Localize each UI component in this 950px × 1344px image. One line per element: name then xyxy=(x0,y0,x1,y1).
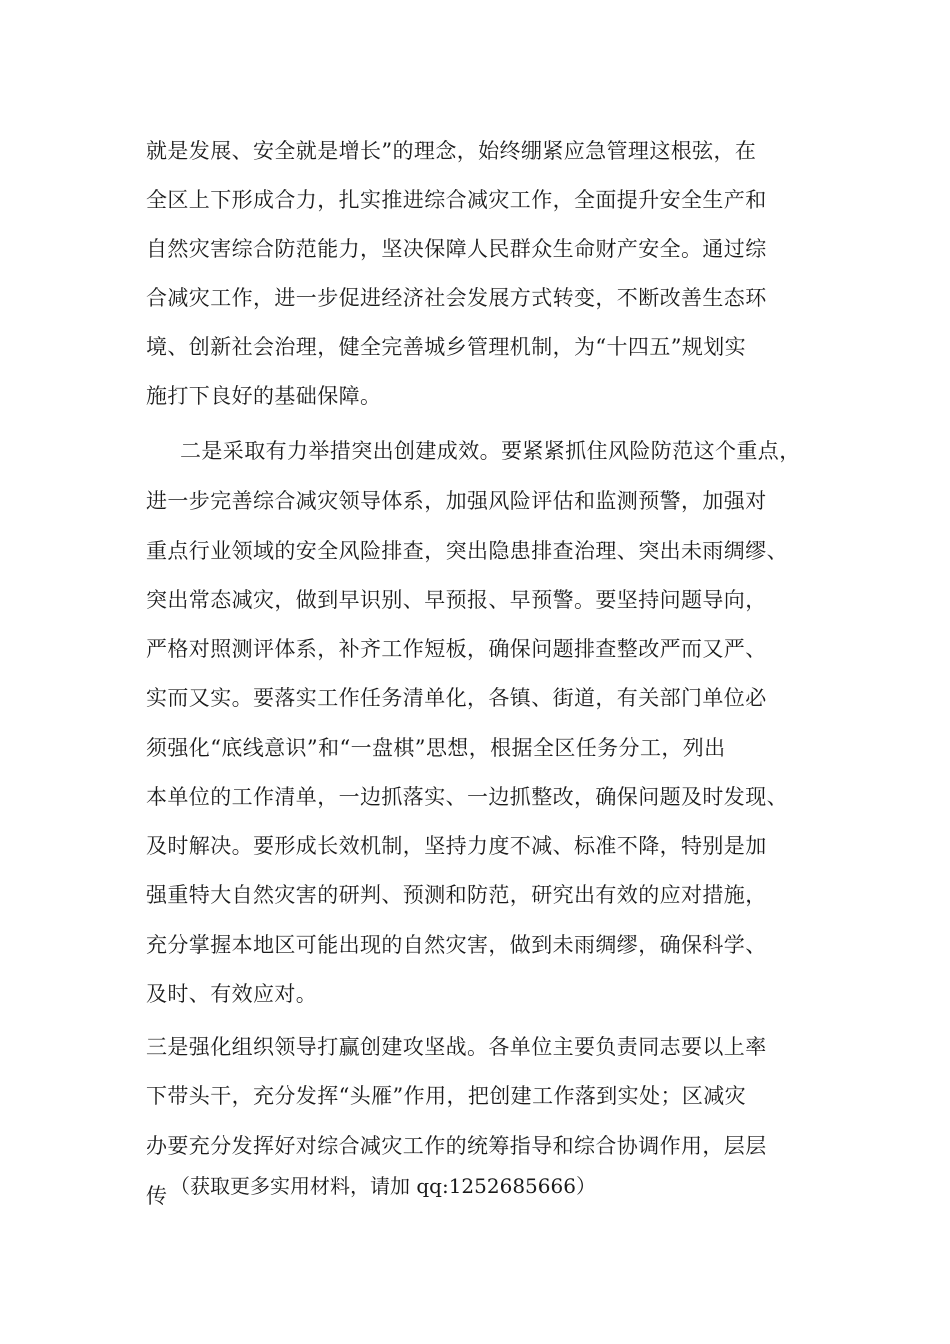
text-line: 实而又实。要落实工作任务清单化，各镇、街道，有关部门单位必 xyxy=(146,686,767,710)
text-line: 传 xyxy=(146,1184,168,1208)
text-line: 严格对照测评体系，补齐工作短板，确保问题排查整改严而又严、 xyxy=(146,637,767,661)
text-line: 施打下良好的基础保障。 xyxy=(146,384,382,408)
text-line: 充分掌握本地区可能出现的自然灾害，做到未雨绸缪，确保科学、 xyxy=(146,933,767,957)
text-line: 下带头干，充分发挥“头雁”作用，把创建工作落到实处；区减灾 xyxy=(146,1084,747,1108)
text-line: 本单位的工作清单，一边抓落实、一边抓整改，确保问题及时发现、 xyxy=(146,785,788,809)
text-line: 突出常态减灾，做到早识别、早预报、早预警。要坚持问题导向， xyxy=(146,588,767,612)
text-line: 自然灾害综合防范能力，坚决保障人民群众生命财产安全。通过综 xyxy=(146,237,767,261)
text-line: 合减灾工作，进一步促进经济社会发展方式转变，不断改善生态环 xyxy=(146,286,767,310)
text-line: 办要充分发挥好对综合减灾工作的统筹指导和综合协调作用，层层 xyxy=(146,1134,767,1158)
text-line: 全区上下形成合力，扎实推进综合减灾工作，全面提升安全生产和 xyxy=(146,188,767,212)
text-line: 重点行业领域的安全风险排查，突出隐患排查治理、突出未雨绸缪、 xyxy=(146,539,788,563)
contact-watermark: （获取更多实用材料，请加 qq:1252685666） xyxy=(170,1174,596,1198)
text-line: 及时解决。要形成长效机制，坚持力度不减、标准不降，特别是加 xyxy=(146,834,767,858)
text-line: 境、创新社会治理，健全完善城乡管理机制，为“十四五”规划实 xyxy=(146,335,747,359)
text-line: 就是发展、安全就是增长”的理念，始终绷紧应急管理这根弦，在 xyxy=(146,139,757,163)
text-line: 三是强化组织领导打赢创建攻坚战。各单位主要负责同志要以上率 xyxy=(146,1035,767,1059)
text-line: 二是采取有力举措突出创建成效。要紧紧抓住风险防范这个重点， xyxy=(180,439,801,463)
text-line: 须强化“底线意识”和“一盘棋”思想，根据全区任务分工，列出 xyxy=(146,736,726,760)
text-line: 进一步完善综合减灾领导体系，加强风险评估和监测预警，加强对 xyxy=(146,489,767,513)
text-line: 强重特大自然灾害的研判、预测和防范，研究出有效的应对措施， xyxy=(146,883,767,907)
text-line: 及时、有效应对。 xyxy=(146,982,318,1006)
